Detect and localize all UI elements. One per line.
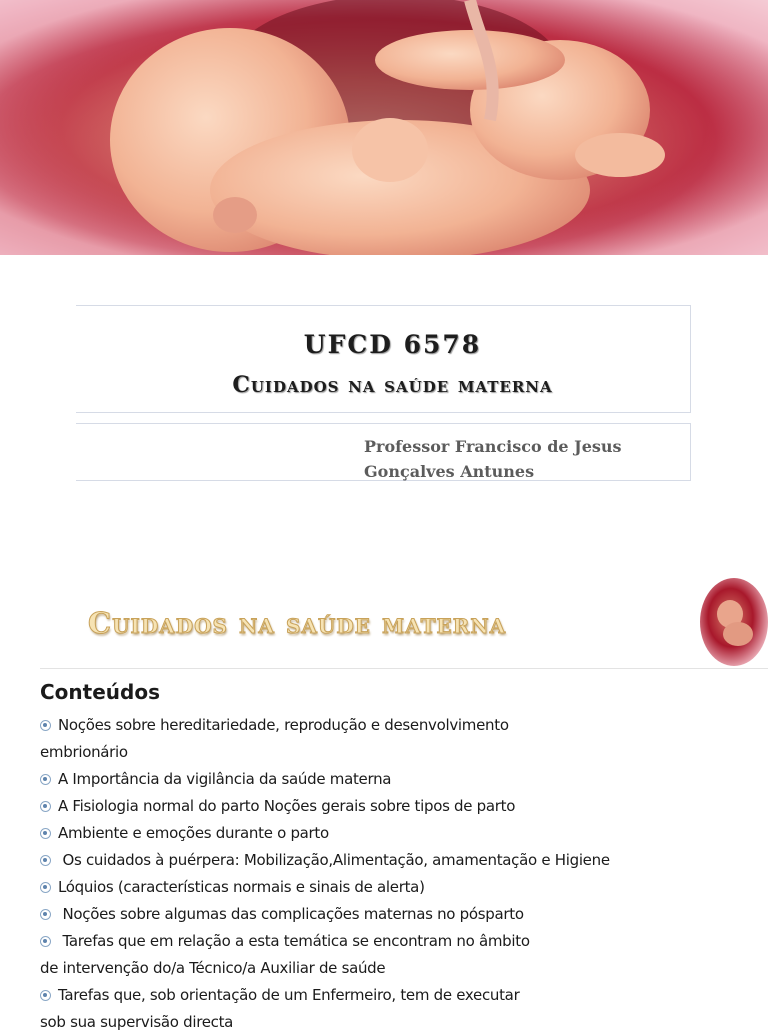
list-item-continuation: de intervenção do/a Técnico/a Auxiliar de saúde — [40, 959, 386, 977]
title-divider — [40, 668, 768, 669]
author-line-1: Professor Francisco de Jesus — [364, 437, 622, 456]
hero-fetus-image — [0, 0, 768, 255]
circle-bullet-icon — [40, 936, 51, 947]
circle-bullet-icon — [40, 828, 51, 839]
author-name — [364, 434, 684, 484]
fetus-illustration — [0, 0, 768, 255]
list-item: Tarefas que, sob orientação de um Enfermeiro, tem de executar — [40, 982, 760, 1009]
circle-bullet-icon — [40, 855, 51, 866]
circle-bullet-icon — [40, 882, 51, 893]
author-line-2: Gonçalves Antunes — [364, 462, 535, 481]
course-name-title: Cuidados na saúde materna — [232, 372, 553, 398]
fetus-orb-icon — [698, 576, 768, 668]
list-item: Noções sobre algumas das complicações maternas no pósparto — [40, 901, 760, 928]
circle-bullet-icon — [40, 909, 51, 920]
course-code-title: UFCD 6578 — [303, 330, 482, 359]
list-item: Ambiente e emoções durante o parto — [40, 820, 760, 847]
list-item-continuation: embrionário — [40, 743, 128, 761]
contents-heading: Conteúdos — [40, 680, 160, 704]
list-item-continuation: sob sua supervisão directa — [40, 1013, 234, 1031]
list-item: Tarefas que em relação a esta temática se encontram no âmbito — [40, 928, 760, 955]
list-item: A Fisiologia normal do parto Noções gerais sobre tipos de parto — [40, 793, 760, 820]
slide2-title: Cuidados na saúde materna — [88, 606, 507, 640]
list-item: Os cuidados à puérpera: Mobilização,Alimentação, amamentação e Higiene — [40, 847, 760, 874]
list-item: A Importância da vigilância da saúde materna — [40, 766, 760, 793]
list-item: Noções sobre hereditariedade, reprodução e desenvolvimento — [40, 712, 760, 739]
circle-bullet-icon — [40, 720, 51, 731]
circle-bullet-icon — [40, 990, 51, 1001]
contents-list — [40, 712, 760, 1036]
list-item: Lóquios (características normais e sinais de alerta) — [40, 874, 760, 901]
circle-bullet-icon — [40, 801, 51, 812]
circle-bullet-icon — [40, 774, 51, 785]
